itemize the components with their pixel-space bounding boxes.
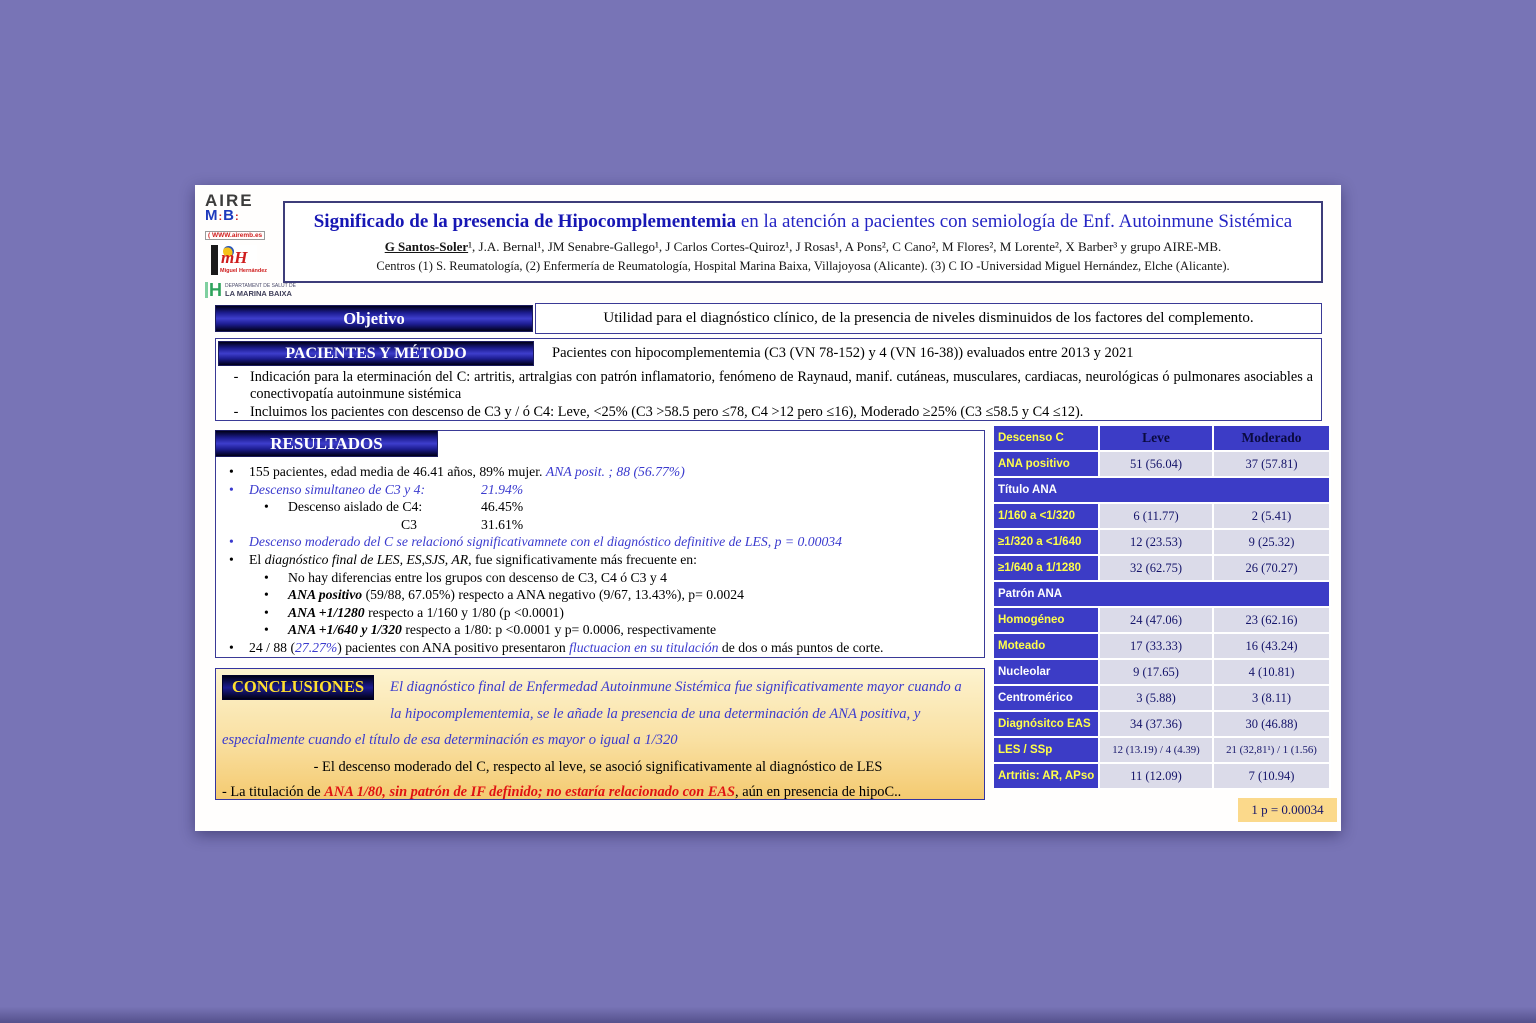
table-cell: 34 (37.36) <box>1100 712 1212 736</box>
bullet-text-blue: fluctuacion en su titulación <box>569 639 719 655</box>
bullet-value: 46.45% <box>481 499 524 515</box>
bullet-dot: • <box>264 499 269 515</box>
pacientes-section-header <box>218 341 534 366</box>
table-col-leve: Leve <box>1100 426 1212 450</box>
airemb-logo-text: AIRE <box>205 191 254 210</box>
list-item <box>222 404 1313 421</box>
table-row <box>994 530 1329 554</box>
umh-logo-script: mH <box>221 248 248 267</box>
table-row <box>994 504 1329 528</box>
table-col-moderado: Moderado <box>1214 426 1329 450</box>
conclusion-line2: - El descenso moderado del C, respecto al leve, se asoció significativamente al diagnóstico de LES <box>313 758 883 775</box>
bullet-dot: • <box>264 622 269 638</box>
bullet-text-bold: ANA +1/640 y 1/320 <box>288 622 402 638</box>
bullet-text-blue: ANA posit. ; 88 (56.77%) <box>545 464 685 479</box>
coauthors: ¹, J.A. Bernal¹, JM Senabre-Gallego¹, J Carlos Cortes-Quiroz¹, J Rosas¹, A Pons², C Cano², M Flores², M Lorente², X Barber³ y grupo AIRE-MB. <box>468 239 1222 254</box>
umh-logo-band <box>211 245 218 275</box>
title-rest: en la atención a pacientes con semiología de Enf. Autoinmune Sistémica <box>736 211 1293 232</box>
conclusion-line3 <box>222 784 974 801</box>
results-bullet <box>216 498 980 516</box>
table-row <box>994 660 1329 684</box>
bullet-text: (59/88, 67.05%) respecto a ANA negativo (9/67, 13.43%), p= 0.0024 <box>362 587 744 603</box>
bullet-text-italic: diagnóstico final de LES, ES,SJS, AR <box>264 551 469 567</box>
bullet-text: 24 / 88 ( <box>249 639 296 655</box>
logo-column <box>205 191 296 300</box>
dash-bullet: - <box>233 403 239 420</box>
table-footnote: 1 p = 0.00034 <box>1238 798 1337 822</box>
bullet-dot: • <box>264 587 269 603</box>
marina-baixa-logo <box>205 280 296 300</box>
bullet-dot: • <box>229 551 234 567</box>
bullet-text: respecto a 1/160 y 1/80 (p <0.0001) <box>364 604 564 620</box>
table-row <box>994 582 1329 606</box>
conclusion-text: , aún en presencia de hipoC.. <box>735 783 902 800</box>
resultados-label: RESULTADOS <box>270 434 383 453</box>
table-row <box>994 452 1329 476</box>
table-cell: 3 (8.11) <box>1214 686 1329 710</box>
conclusion-main-text: El diagnóstico final de Enfermedad Autoinmune Sistémica fue significativamente mayor cuando a la hipocomplementemia, se le añade la presencia de una determinación de ANA positiva, y especialmente cuando el título de esa determinación es mayor o igual a 1/320 <box>222 679 962 748</box>
table-cell: 12 (23.53) <box>1100 530 1212 554</box>
health-dept-line1: DEPARTAMENT DE SALUT DE <box>225 282 296 289</box>
table-row <box>994 686 1329 710</box>
table-row <box>994 738 1329 762</box>
bullet-text: C3 <box>401 516 417 532</box>
bullet-text: de dos o más puntos de corte. <box>718 639 884 655</box>
logo-letter-m: M <box>205 207 219 224</box>
table-cell: 9 (25.32) <box>1214 530 1329 554</box>
table-row-label: Artritis: AR, APso <box>994 764 1098 788</box>
objetivo-label: Objetivo <box>343 309 405 328</box>
bullet-text-blue: Descenso simultaneo de C3 y 4: <box>249 481 425 497</box>
table-row <box>994 764 1329 788</box>
bullet-value: 21.94% <box>481 481 524 497</box>
bullet-text-bold: ANA +1/1280 <box>288 604 365 620</box>
airemb-url: ( WWW.airemb.es <box>205 231 265 240</box>
bullet-text: , fue significativamente más frecuente en: <box>468 551 697 567</box>
conclusion-text-red: ANA 1/80, sin patrón de IF definido; no estaría relacionado con EAS <box>324 783 736 800</box>
table-cell: 24 (47.06) <box>1100 608 1212 632</box>
results-bullet <box>216 621 980 639</box>
table-row-label: Diagnósitco EAS <box>994 712 1098 736</box>
results-bullet <box>216 463 980 481</box>
results-bullet <box>216 551 980 569</box>
bullet-text: Descenso aislado de C4: <box>288 499 423 515</box>
bullet-dot: • <box>229 639 234 655</box>
table-cell: 4 (10.81) <box>1214 660 1329 684</box>
affiliations-line: Centros (1) S. Reumatología, (2) Enfermería de Reumatología, Hospital Marina Baixa, Villajoyosa (Alicante). (3) C IO -Universidad Miguel Hernández, Elche (Alicante). <box>376 259 1230 273</box>
table-cell: 26 (70.27) <box>1214 556 1329 580</box>
table-row-label: ANA positivo <box>994 452 1098 476</box>
dash-bullet: - <box>233 369 239 385</box>
results-bullet <box>216 639 980 657</box>
table-section-label: Título ANA <box>994 478 1329 502</box>
conclusiones-section-header: CONCLUSIONES <box>222 675 374 700</box>
table-cell: 11 (12.09) <box>1100 764 1212 788</box>
table-section-label: Patrón ANA <box>994 582 1329 606</box>
bullet-value: 31.61% <box>481 516 524 532</box>
resultados-content <box>216 463 980 657</box>
poster <box>195 185 1341 831</box>
table-cell: 12 (13.19) / 4 (4.39) <box>1100 738 1212 762</box>
poster-title <box>285 211 1321 233</box>
table-row-label: Homogéneo <box>994 608 1098 632</box>
conclusiones-content <box>216 669 984 801</box>
logo-separator: : <box>235 211 240 223</box>
results-bullet <box>216 516 980 534</box>
resultados-section-header <box>215 430 438 457</box>
umh-logo-name: Miguel Hernández <box>220 268 268 274</box>
results-bullet <box>216 586 980 604</box>
bullet-text: Incluimos los pacientes con descenso de C3 y / ó C4: Leve, <25% (C3 >58.5 pero ≤78, C4 >12 pero ≤16), Moderado ≥25% (C3 ≤58.5 y C4 ≤12). <box>250 403 1084 420</box>
objetivo-section-header <box>215 305 533 332</box>
table-cell: 32 (62.75) <box>1100 556 1212 580</box>
bullet-dot: • <box>264 569 269 585</box>
pacientes-label: PACIENTES Y MÉTODO <box>285 345 467 362</box>
results-bullet <box>216 533 980 551</box>
table-row-label: ≥1/640 a 1/1280 <box>994 556 1098 580</box>
table-cell: 17 (33.33) <box>1100 634 1212 658</box>
bullet-text: El <box>249 551 265 567</box>
first-author: G Santos-Soler <box>384 239 469 254</box>
table-cell: 7 (10.94) <box>1214 764 1329 788</box>
table-cell: 3 (5.88) <box>1100 686 1212 710</box>
table-row <box>994 478 1329 502</box>
table-row <box>994 712 1329 736</box>
title-emphasis: Significado de la presencia de Hipocomplementemia <box>313 211 737 232</box>
table-row-label: ≥1/320 a <1/640 <box>994 530 1098 554</box>
bullet-text: No hay diferencias entre los grupos con descenso de C3, C4 ó C3 y 4 <box>288 569 667 585</box>
bullet-dot: • <box>229 534 234 550</box>
table-cell: 51 (56.04) <box>1100 452 1212 476</box>
results-bullet <box>216 569 980 587</box>
table-row <box>994 556 1329 580</box>
table-row <box>994 634 1329 658</box>
bullet-dot: • <box>264 604 269 620</box>
table-corner-header: Descenso C <box>994 426 1098 450</box>
pacientes-intro: Pacientes con hipocomplementemia (C3 (VN 78-152) y 4 (VN 16-38)) evaluados entre 2013 y 2021 <box>552 345 1134 361</box>
table-cell: 23 (62.16) <box>1214 608 1329 632</box>
objetivo-text: Utilidad para el diagnóstico clínico, de la presencia de niveles disminuidos de los factores del complemento. <box>535 303 1322 334</box>
pacientes-bullets <box>222 369 1313 421</box>
bullet-dot: • <box>229 481 234 497</box>
umh-logo <box>211 245 268 275</box>
table-cell: 2 (5.41) <box>1214 504 1329 528</box>
logo-letter-b: B <box>223 207 236 224</box>
table-row-label: Nucleolar <box>994 660 1098 684</box>
resultados-section <box>215 430 985 658</box>
bullet-dot: • <box>229 464 234 479</box>
bullet-text: ) pacientes con ANA positivo presentaron <box>337 639 570 655</box>
bullet-text: 155 pacientes, edad media de 46.41 años, 89% mujer. <box>249 464 546 479</box>
health-dept-text <box>225 283 296 298</box>
table-row <box>994 608 1329 632</box>
title-block <box>283 201 1323 283</box>
table-cell: 37 (57.81) <box>1214 452 1329 476</box>
pacientes-metodo-section <box>215 338 1322 421</box>
table-row-label: LES / SSp <box>994 738 1098 762</box>
table-row-label: Centromérico <box>994 686 1098 710</box>
complement-table-body <box>994 452 1329 788</box>
table-cell: 16 (43.24) <box>1214 634 1329 658</box>
bullet-text: respecto a 1/80: p <0.0001 y p= 0.0006, respectivamente <box>401 622 717 638</box>
health-dept-h-icon: H <box>205 282 222 298</box>
logo-separator: : <box>218 211 224 223</box>
bullet-text-bold: ANA positivo <box>288 587 363 603</box>
table-row-label: 1/160 a <1/320 <box>994 504 1098 528</box>
table-row-label: Moteado <box>994 634 1098 658</box>
conclusiones-section <box>215 668 985 800</box>
table-cell: 21 (32,81¹) / 1 (1.56) <box>1214 738 1329 762</box>
complement-table <box>992 424 1331 790</box>
table-cell: 9 (17.65) <box>1100 660 1212 684</box>
table-cell: 30 (46.88) <box>1214 712 1329 736</box>
bullet-text: Indicación para la eterminación del C: artritis, artralgias con patrón inflamatorio, fenómeno de Raynaud, manif. cutáneas, musculares, cardiacas, neurológicas ó pulmonares asociables a conectivopatía autoinmune sistémica <box>250 369 1313 403</box>
bullet-text-blue: 27.27% <box>295 639 338 655</box>
health-dept-line2: LA MARINA BAIXA <box>225 288 292 298</box>
table-cell: 6 (11.77) <box>1100 504 1212 528</box>
results-bullet <box>216 481 980 499</box>
results-bullet <box>216 604 980 622</box>
authors-line <box>285 239 1321 255</box>
airemb-logo-mb <box>205 209 285 224</box>
table-header-row <box>994 426 1329 450</box>
conclusion-text: - La titulación de <box>222 783 325 800</box>
list-item <box>222 369 1313 404</box>
bullet-text-blue: Descenso moderado del C se relacionó significativamnete con el diagnóstico definitive de LES, p = 0.00034 <box>249 534 842 550</box>
